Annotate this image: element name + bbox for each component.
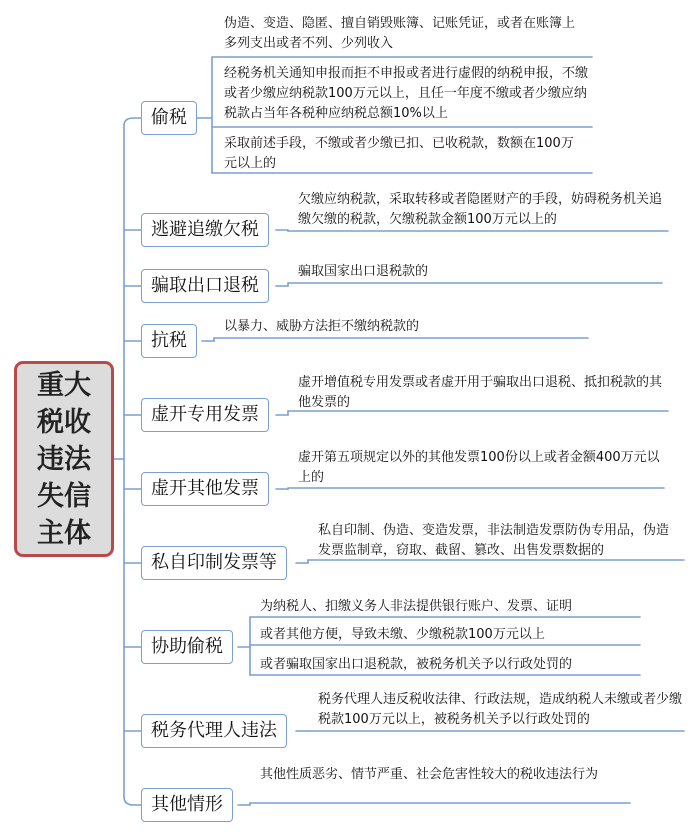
category-node-false-special-invoice: 虚开专用发票 (141, 398, 269, 432)
detail-text: 采取前述手段，不缴或者少缴已扣、已收税款，数额在100万元以上的 (224, 136, 574, 171)
detail-text: 私自印制、伪造、变造发票，非法制造发票防伪专用品，伪造发票监制章，窃取、截留、篡改、出售发票数据的 (318, 523, 670, 558)
category-node-tax-evasion: 偷税 (141, 101, 197, 135)
root-label: 重大税收违法失信主体 (37, 369, 91, 549)
detail-text: 骗取国家出口退税款的 (298, 264, 429, 279)
category-node-tax-resistance: 抗税 (141, 324, 197, 358)
root-node (14, 361, 114, 557)
detail-text: 伪造、变造、隐匿、擅自销毁账簿、记账凭证，或者在账簿上多列支出或者不列、少列收入 (224, 16, 576, 51)
detail-text: 以暴力、威胁方法拒不缴纳税款的 (224, 319, 420, 334)
detail-text: 或者骗取国家出口退税款，被税务机关予以行政处罚的 (260, 657, 573, 672)
category-node-export-refund-fraud: 骗取出口退税 (141, 269, 269, 303)
category-node-other-cases: 其他情形 (141, 788, 233, 822)
detail-text: 税务代理人违反税收法律、行政法规，造成纳税人未缴或者少缴税款100万元以上，被税务机关予以行政处罚的 (318, 692, 683, 727)
detail-text: 虚开增值税专用发票或者虚开用于骗取出口退税、抵扣税款的其他发票的 (298, 375, 663, 410)
category-connector (124, 118, 141, 125)
detail-text: 或者其他方便，导致未缴、少缴税款100万元以上 (260, 627, 545, 642)
category-node-avoid-arrears: 逃避追缴欠税 (141, 213, 269, 247)
category-node-assist-tax-evasion: 协助偷税 (141, 630, 233, 664)
category-node-private-invoice-printing: 私自印制发票等 (141, 546, 287, 580)
detail-text: 其他性质恶劣、情节严重、社会危害性较大的税收违法行为 (260, 767, 599, 782)
category-node-false-other-invoice: 虚开其他发票 (141, 472, 269, 506)
detail-text: 为纳税人、扣缴义务人非法提供银行账户、发票、证明 (260, 599, 573, 614)
detail-text: 欠缴应纳税款，采取转移或者隐匿财产的手段，妨碍税务机关追缴欠缴的税款，欠缴税款金额100万元以上的 (298, 192, 663, 227)
detail-text: 虚开第五项规定以外的其他发票100份以上或者金额400万元以上的 (298, 450, 660, 485)
category-connector (124, 797, 141, 805)
category-node-tax-agent-violation: 税务代理人违法 (141, 714, 287, 748)
detail-text: 经税务机关通知申报而拒不申报或者进行虚假的纳税申报，不缴或者少缴应纳税款100万元以上，且任一年度不缴或者少缴应纳税款占当年各税种应纳税总额10%以上 (224, 66, 589, 121)
